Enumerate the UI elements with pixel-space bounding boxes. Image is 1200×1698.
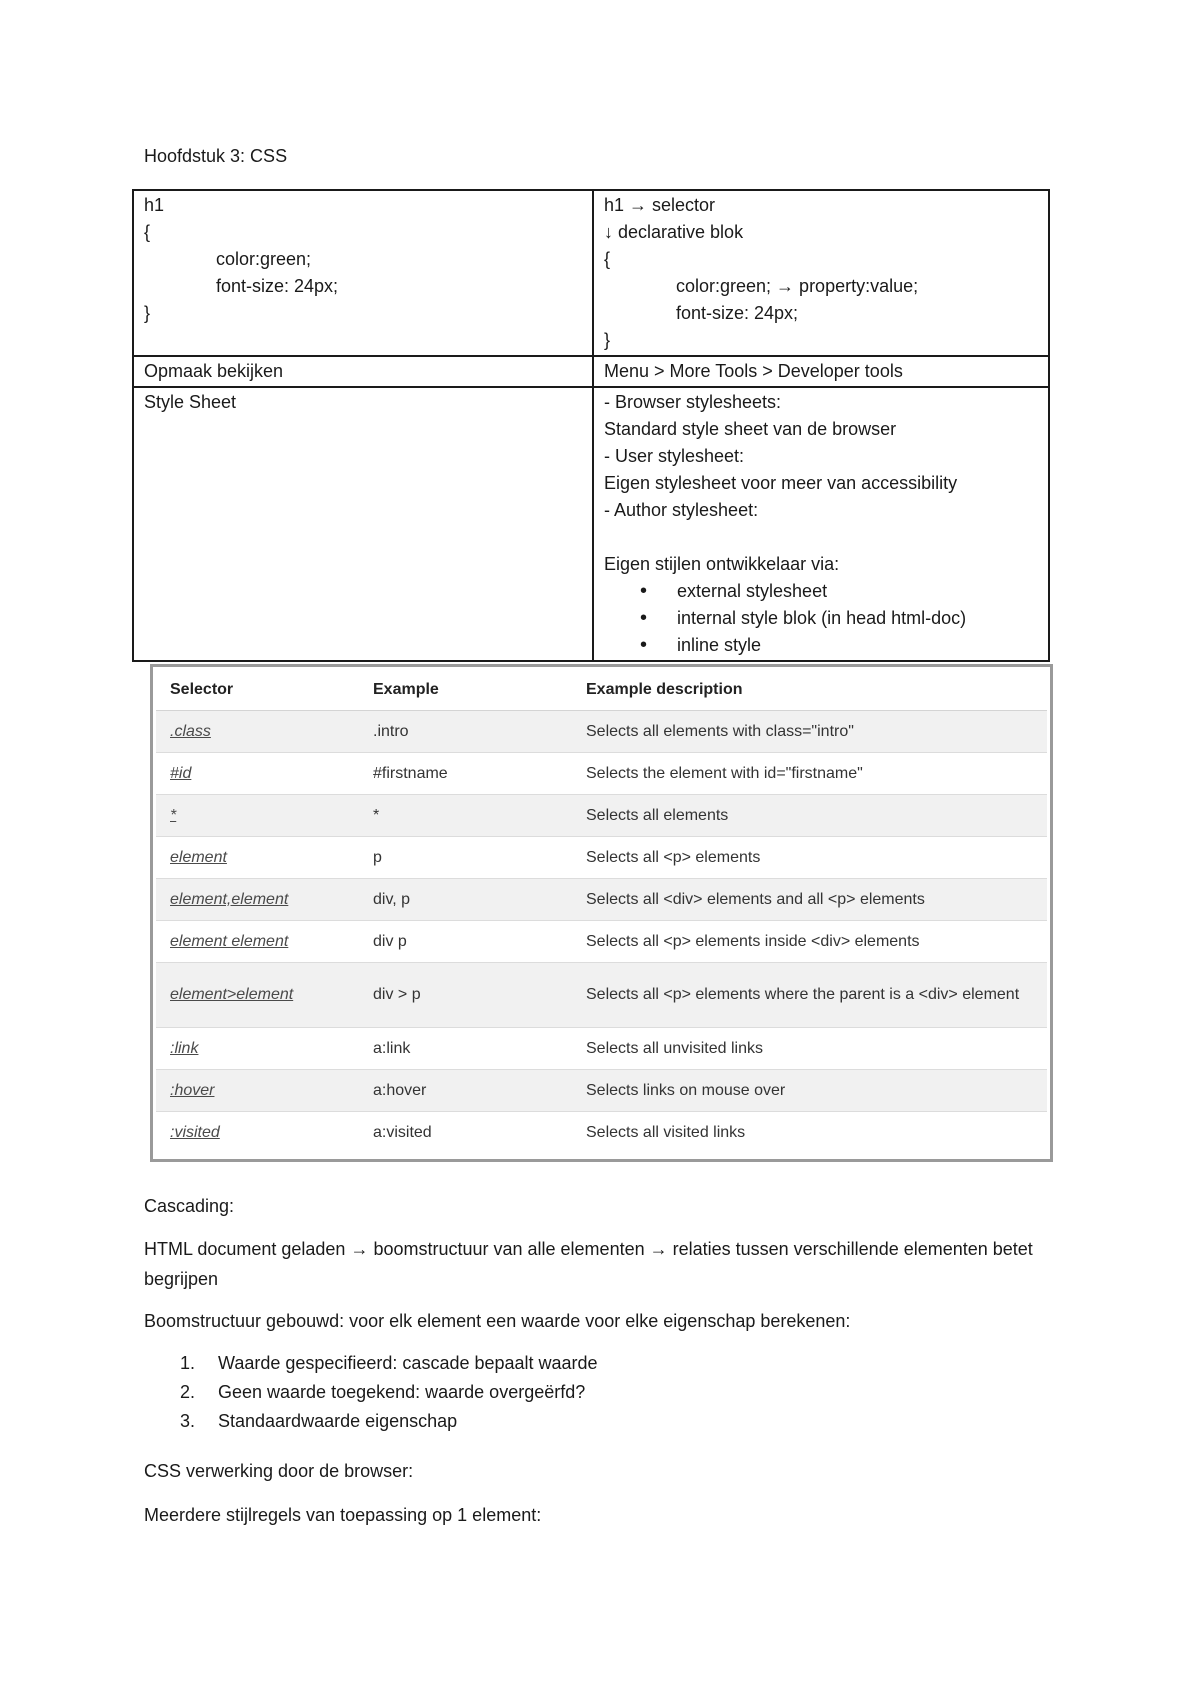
table-cell: #firstname <box>359 753 572 795</box>
stylesheet-line: - Author stylesheet: <box>604 500 759 520</box>
list-item: 3. Standaardwaarde eigenschap <box>180 1411 458 1431</box>
blank-line <box>604 524 1038 551</box>
notes-row-syntax <box>133 190 1049 356</box>
table-row <box>156 1070 1047 1112</box>
numbered-list <box>180 1349 598 1436</box>
paragraph: CSS verwerking door de browser: <box>144 1461 414 1481</box>
table-cell: div, p <box>359 879 572 921</box>
selector-link[interactable]: element,element <box>170 890 289 908</box>
table-row <box>156 879 1047 921</box>
stylesheet-line: Standard style sheet van de browser <box>604 419 897 439</box>
table-row <box>156 921 1047 963</box>
table-cell: a:visited <box>373 1123 432 1141</box>
selector-link[interactable]: :hover <box>170 1081 215 1099</box>
list-item: • external stylesheet <box>604 578 1038 605</box>
table-cell: .intro <box>359 711 572 753</box>
paragraph: Meerdere stijlregels van toepassing op 1 element: <box>144 1505 542 1525</box>
table-cell: Selects all <p> elements inside <div> elements <box>572 921 1047 963</box>
author-stylesheet-list <box>604 578 1038 659</box>
column-header: Example <box>359 670 572 711</box>
table-row <box>156 1112 1047 1154</box>
annotation-line: } <box>604 330 611 350</box>
section-heading-cascading: Cascading: <box>144 1196 235 1216</box>
table-cell: Selects all elements <box>572 795 1047 837</box>
table-cell: Selects all <div> elements and all <p> elements <box>572 879 1047 921</box>
list-item: • internal style blok (in head html-doc) <box>604 605 1038 632</box>
annotation-line: font-size: 24px; <box>676 303 799 323</box>
notes-table <box>132 189 1050 662</box>
selector-link[interactable]: :visited <box>170 1123 220 1141</box>
table-cell: Selects all visited links <box>586 1123 746 1141</box>
annotation-line: color:green; → property:value; <box>676 276 919 296</box>
annotation-line: { <box>604 249 611 269</box>
stylesheet-line: - Browser stylesheets: <box>604 392 782 412</box>
stylesheet-line: Eigen stylesheet voor meer van accessibility <box>604 473 958 493</box>
table-row <box>156 753 1047 795</box>
notes-row-devtools <box>133 356 1049 387</box>
list-item: • inline style <box>604 632 1038 659</box>
syntax-annotation-cell <box>593 190 1049 356</box>
selector-reference-table <box>156 670 1047 1153</box>
table-cell: Selects all elements with class="intro" <box>572 711 1047 753</box>
code-line: } <box>144 303 151 323</box>
table-row <box>156 711 1047 753</box>
list-item: 2. Geen waarde toegekend: waarde overgeërfd? <box>180 1382 586 1402</box>
stylesheet-types-cell <box>593 387 1049 661</box>
paragraph: Boomstructuur gebouwd: voor elk element een waarde voor elke eigenschap berekenen: <box>144 1311 851 1331</box>
annotation-line: ↓ declarative blok <box>604 222 744 242</box>
table-row <box>156 795 1047 837</box>
table-cell: a:link <box>359 1028 572 1070</box>
selector-link[interactable]: element element <box>170 932 289 950</box>
syntax-example-cell <box>133 190 593 356</box>
table-row <box>156 963 1047 1028</box>
paragraph: HTML document geladen → boomstructuur van alle elementen → relaties tussen verschillende elementen betet begrijpen <box>144 1239 1033 1289</box>
selector-link[interactable]: element <box>170 848 227 866</box>
table-cell: p <box>359 837 572 879</box>
column-header: Example description <box>572 670 1047 711</box>
table-cell: Selects all unvisited links <box>572 1028 1047 1070</box>
table-cell: * <box>359 795 572 837</box>
stylesheet-label-cell: Style Sheet <box>133 387 593 661</box>
stylesheet-line: - User stylesheet: <box>604 446 745 466</box>
code-line: color:green; <box>216 249 312 269</box>
list-item-text: Waarde gespecifieerd: cascade bepaalt waarde <box>218 1353 598 1373</box>
list-item-text: Standaardwaarde eigenschap <box>218 1411 458 1431</box>
table-cell: Selects all <p> elements <box>572 837 1047 879</box>
table-cell: a:hover <box>359 1070 572 1112</box>
annotation-line: h1 → selector <box>604 195 716 215</box>
selector-link[interactable]: #id <box>170 764 192 782</box>
code-line: h1 <box>144 195 165 215</box>
selector-link[interactable]: element>element <box>170 986 294 1003</box>
code-line: font-size: 24px; <box>216 276 339 296</box>
table-row <box>156 1028 1047 1070</box>
table-cell: Selects links on mouse over <box>572 1070 1047 1112</box>
column-header: Selector <box>156 670 359 711</box>
list-item: 1. Waarde gespecifieerd: cascade bepaalt waarde <box>180 1353 598 1373</box>
table-cell: div > p <box>359 963 572 1028</box>
table-header-row <box>156 670 1047 711</box>
selector-link[interactable]: * <box>170 806 177 824</box>
selector-link[interactable]: .class <box>170 722 211 740</box>
code-line: { <box>144 222 151 242</box>
table-cell: div p <box>359 921 572 963</box>
notes-row-stylesheets <box>133 387 1049 661</box>
selector-link[interactable]: :link <box>170 1039 199 1057</box>
stylesheet-line: Eigen stijlen ontwikkelaar via: <box>604 554 840 574</box>
table-row <box>156 837 1047 879</box>
list-item-text: Geen waarde toegekend: waarde overgeërfd? <box>218 1382 586 1402</box>
devtools-label-cell: Opmaak bekijken <box>133 356 593 387</box>
selector-reference-image <box>150 664 1053 1162</box>
page-title: Hoofdstuk 3: CSS <box>144 146 288 166</box>
table-cell: Selects the element with id="firstname" <box>572 753 1047 795</box>
devtools-path-cell: Menu > More Tools > Developer tools <box>593 356 1049 387</box>
table-cell: Selects all <p> elements where the parent is a <div> element <box>572 963 1047 1028</box>
